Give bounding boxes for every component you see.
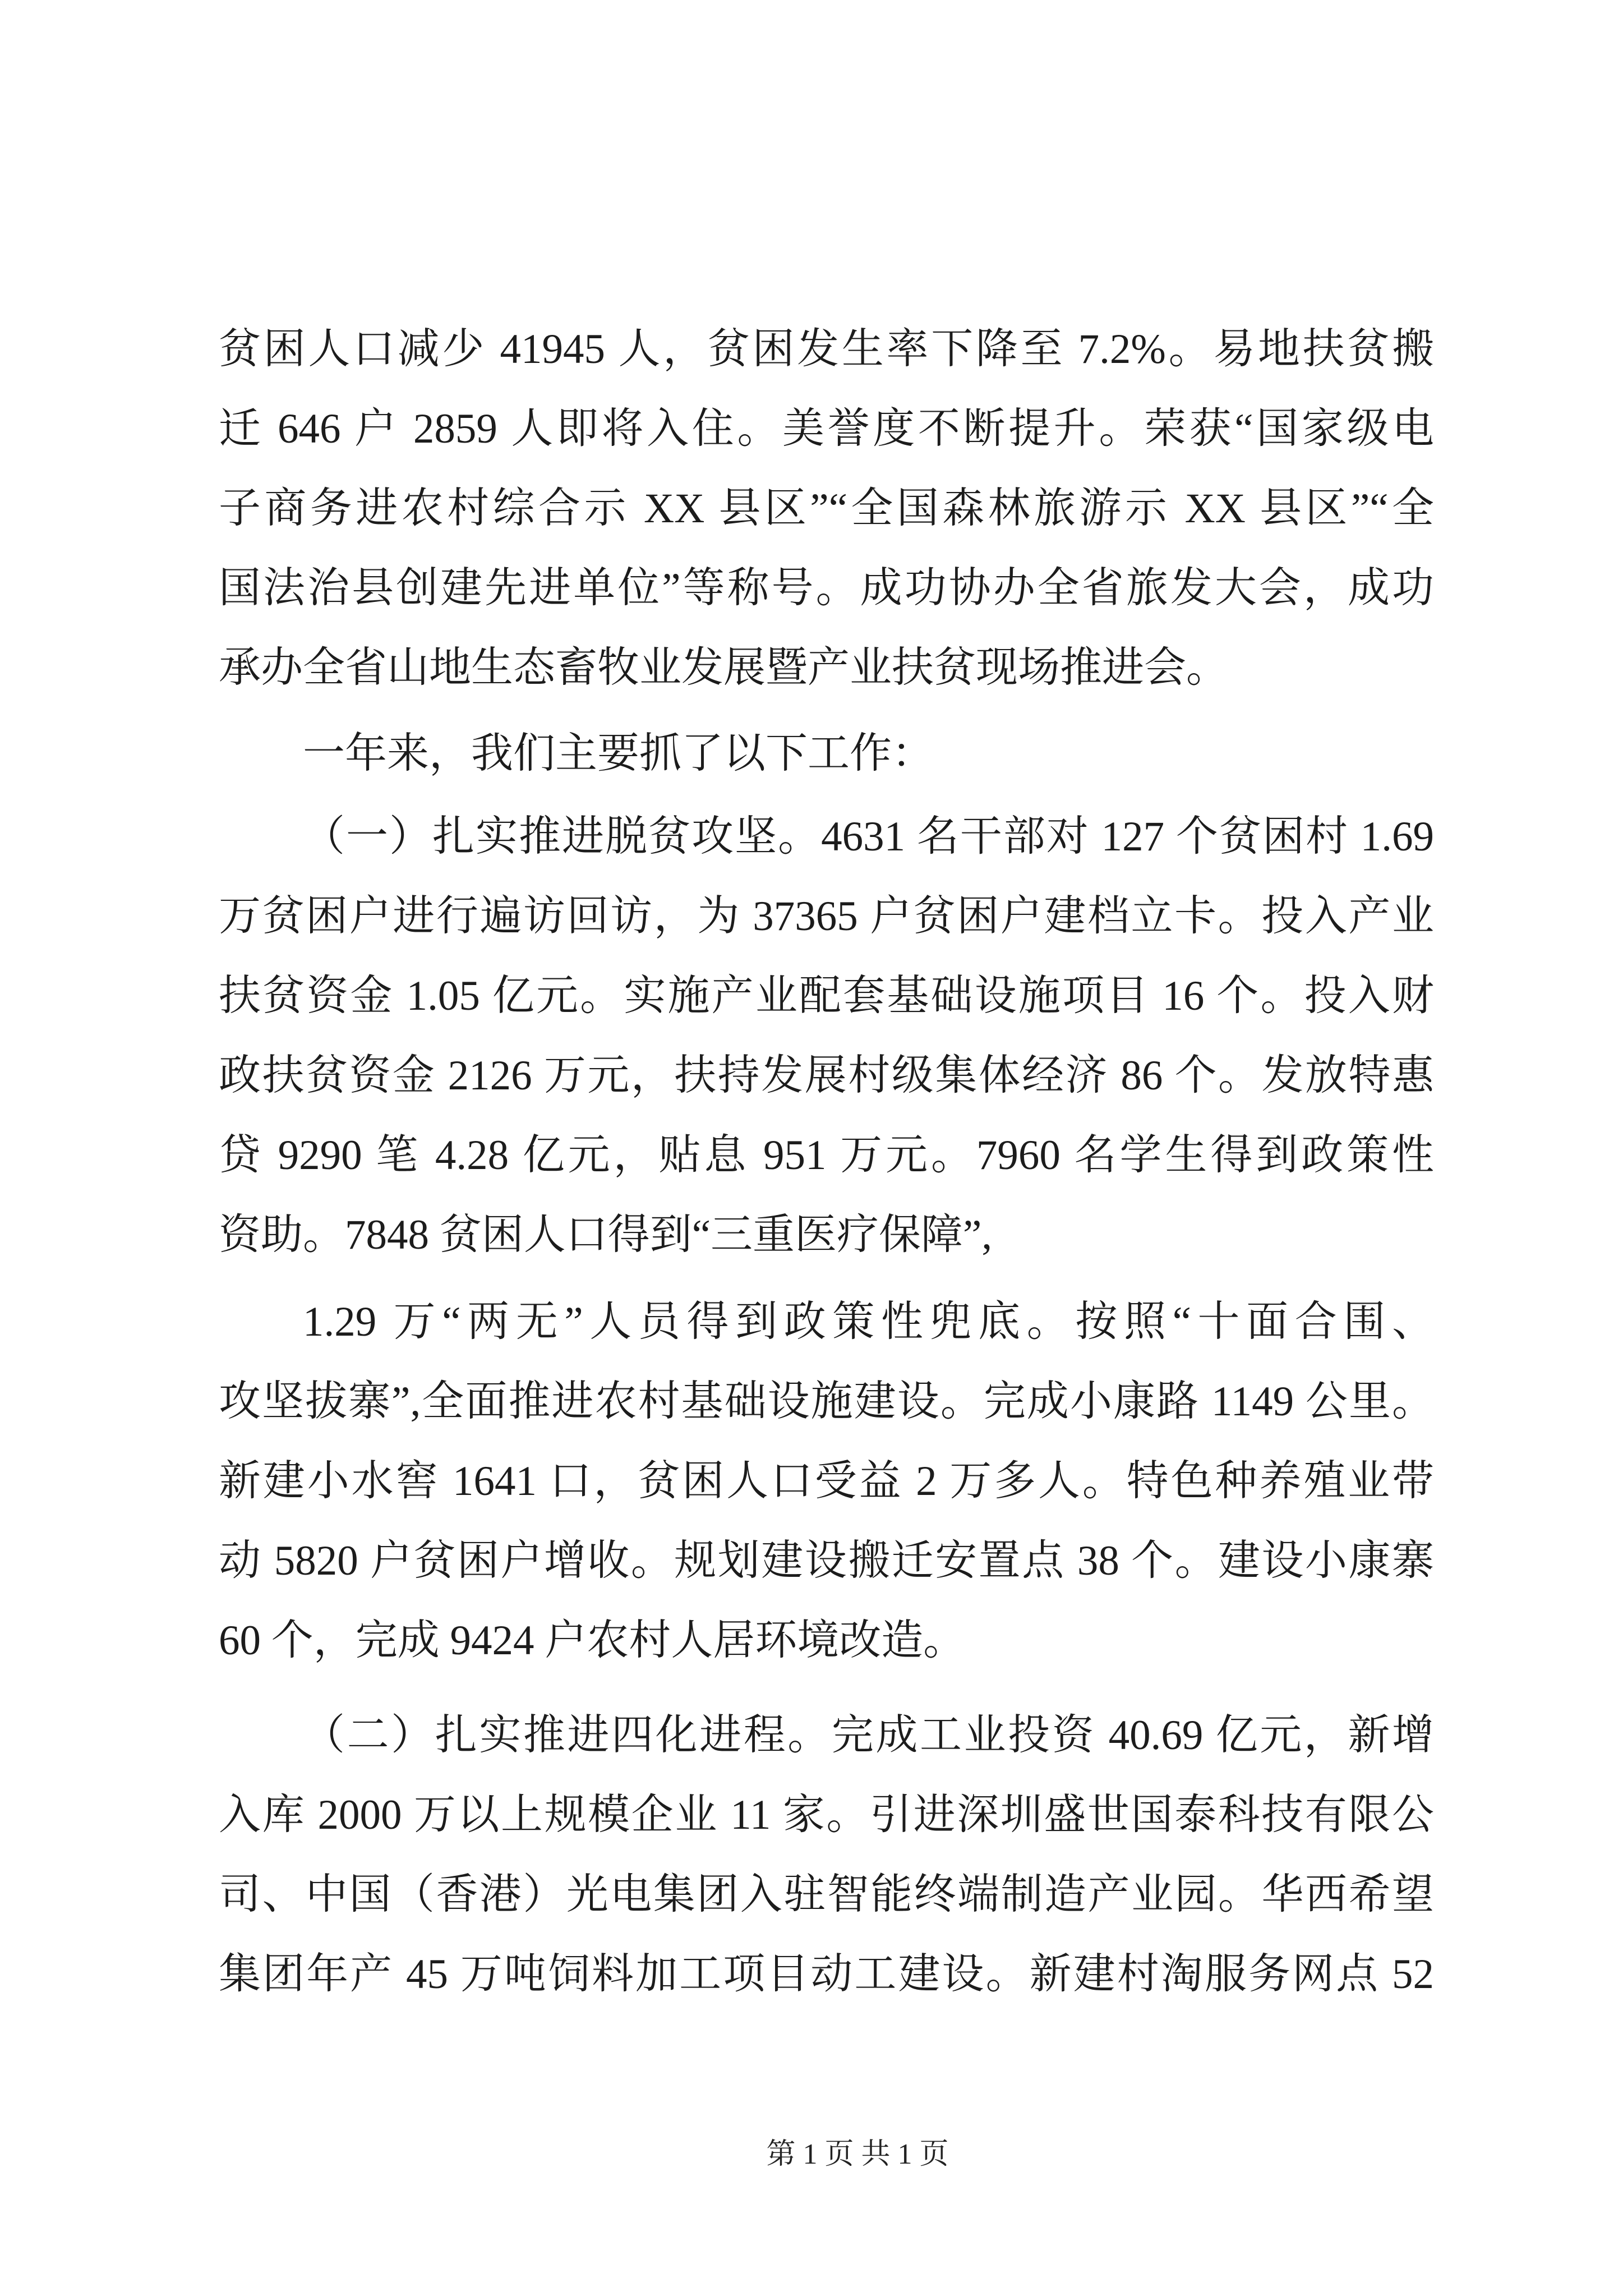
text-line: 司、中国（香港）光电集团入驻智能终端制造产业园。华西希望 — [219, 1871, 1434, 1918]
text-line: 政扶贫资金 2126 万元，扶持发展村级集体经济 86 个。发放特惠 — [219, 1052, 1434, 1099]
text-line: 迁 646 户 2859 人即将入住。美誉度不断提升。荣获“国家级电 — [219, 406, 1434, 452]
text-line: 集团年产 45 万吨饲料加工项目动工建设。新建村淘服务网点 52 — [219, 1951, 1434, 1998]
page-footer: 第 1 页 共 1 页 — [766, 2138, 949, 2170]
text-line: 万贫困户进行遍访回访，为 37365 户贫困户建档立卡。投入产业 — [219, 893, 1434, 940]
text-line: 1.29 万“两无”人员得到政策性兜底。按照“十面合围、 — [303, 1299, 1434, 1345]
paragraph — [219, 714, 1434, 794]
text-line: 新建小水窖 1641 口，贫困人口受益 2 万多人。特色种养殖业带 — [219, 1458, 1434, 1504]
paragraph — [219, 310, 1434, 708]
text-line: 子商务进农村综合示 XX 县区”“全国森林旅游示 XX 县区”“全 — [219, 485, 1434, 532]
paragraph — [219, 1696, 1434, 2014]
document-body — [219, 310, 1434, 2014]
text-line: 60 个，完成 9424 户农村人居环境改造。 — [219, 1617, 966, 1664]
text-line: 攻坚拔寨”,全面推进农村基础设施建设。完成小康路 1149 公里。 — [219, 1378, 1434, 1425]
text-line: 入库 2000 万以上规模企业 11 家。引进深圳盛世国泰科技有限公 — [219, 1792, 1434, 1838]
text-line: 国法治县创建先进单位”等称号。成功协办全省旅发大会，成功 — [219, 565, 1434, 611]
text-line: （二）扎实推进四化进程。完成工业投资 40.69 亿元，新增 — [303, 1712, 1434, 1759]
paragraph — [219, 797, 1434, 1275]
text-line: 扶贫资金 1.05 亿元。实施产业配套基础设施项目 16 个。投入财 — [219, 973, 1434, 1019]
text-line: 资助。7848 贫困人口得到“三重医疗保障”, — [219, 1212, 993, 1258]
text-line: 承办全省山地生态畜牧业发展暨产业扶贫现场推进会。 — [219, 645, 1229, 691]
text-line: 一年来，我们主要抓了以下工作： — [303, 730, 934, 777]
text-line: （一）扎实推进脱贫攻坚。4631 名干部对 127 个贫困村 1.69 — [303, 813, 1434, 860]
text-line: 贫困人口减少 41945 人，贫困发生率下降至 7.2%。易地扶贫搬 — [219, 326, 1434, 372]
text-line: 动 5820 户贫困户增收。规划建设搬迁安置点 38 个。建设小康寨 — [219, 1538, 1434, 1584]
text-line: 贷 9290 笔 4.28 亿元，贴息 951 万元。7960 名学生得到政策性 — [219, 1132, 1434, 1179]
paragraph — [219, 1282, 1434, 1681]
